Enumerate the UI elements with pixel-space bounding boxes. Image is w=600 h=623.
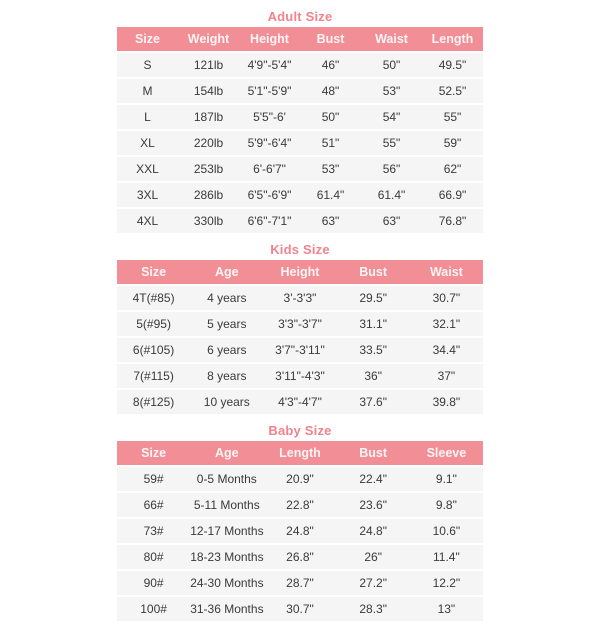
baby-size-table [117, 439, 483, 623]
table-cell: 53" [361, 79, 422, 103]
header-row [117, 260, 483, 284]
table-cell: 26" [337, 545, 410, 569]
table-cell: 63" [300, 209, 361, 233]
table-cell: 3'-3'3" [263, 286, 336, 310]
table-cell: 49.5" [422, 53, 483, 77]
table-cell: 53" [300, 157, 361, 181]
column-header: Age [190, 441, 263, 465]
table-cell: 9.1" [410, 467, 483, 491]
table-cell: 34.4" [410, 338, 483, 362]
table-cell: 52.5" [422, 79, 483, 103]
table-cell: 37.6" [337, 390, 410, 414]
table-cell: 12.2" [410, 571, 483, 595]
table-cell: 27.2" [337, 571, 410, 595]
table-cell: 55" [422, 105, 483, 129]
table-cell: 4'3"-4'7" [263, 390, 336, 414]
column-header: Age [190, 260, 263, 284]
table-row [117, 157, 483, 181]
baby-size-table-head [117, 441, 483, 465]
table-cell: 100# [117, 597, 190, 621]
table-cell: 61.4" [300, 183, 361, 207]
table-cell: 18-23 Months [190, 545, 263, 569]
table-cell: 39.8" [410, 390, 483, 414]
table-cell: 59# [117, 467, 190, 491]
table-cell: 48" [300, 79, 361, 103]
table-cell: 4 years [190, 286, 263, 310]
table-cell: 20.9" [263, 467, 336, 491]
table-cell: 11.4" [410, 545, 483, 569]
table-cell: 3XL [117, 183, 178, 207]
table-cell: 66.9" [422, 183, 483, 207]
table-row [117, 571, 483, 595]
column-header: Waist [410, 260, 483, 284]
size-chart-page [117, 0, 483, 623]
table-cell: 50" [361, 53, 422, 77]
table-cell: 6'5"-6'9" [239, 183, 300, 207]
table-cell: 46" [300, 53, 361, 77]
table-cell: 8 years [190, 364, 263, 388]
table-cell: 10.6" [410, 519, 483, 543]
table-cell: 54" [361, 105, 422, 129]
table-row [117, 519, 483, 543]
table-cell: 12-17 Months [190, 519, 263, 543]
table-cell: 61.4" [361, 183, 422, 207]
table-cell: 24.8" [263, 519, 336, 543]
table-cell: 22.4" [337, 467, 410, 491]
table-row [117, 312, 483, 336]
column-header: Bust [300, 27, 361, 51]
table-row [117, 545, 483, 569]
table-cell: 73# [117, 519, 190, 543]
table-cell: 220lb [178, 131, 239, 155]
table-cell: 330lb [178, 209, 239, 233]
table-cell: 37" [410, 364, 483, 388]
table-cell: 24-30 Months [190, 571, 263, 595]
column-header: Weight [178, 27, 239, 51]
table-cell: 4T(#85) [117, 286, 190, 310]
baby-size-table-body [117, 467, 483, 621]
table-cell: 24.8" [337, 519, 410, 543]
table-row [117, 183, 483, 207]
table-cell: 32.1" [410, 312, 483, 336]
table-row [117, 338, 483, 362]
table-cell: 30.7" [263, 597, 336, 621]
adult-size-table [117, 25, 483, 235]
column-header: Sleeve [410, 441, 483, 465]
table-cell: XXL [117, 157, 178, 181]
table-cell: 28.3" [337, 597, 410, 621]
table-cell: 5 years [190, 312, 263, 336]
kids-size-title: Kids Size [270, 242, 330, 257]
kids-size-table [117, 258, 483, 416]
table-cell: XL [117, 131, 178, 155]
column-header: Length [263, 441, 336, 465]
column-header: Size [117, 260, 190, 284]
table-row [117, 79, 483, 103]
table-cell: 63" [361, 209, 422, 233]
table-cell: 121lb [178, 53, 239, 77]
table-cell: 9.8" [410, 493, 483, 517]
table-cell: 55" [361, 131, 422, 155]
table-cell: 76.8" [422, 209, 483, 233]
table-row [117, 53, 483, 77]
table-cell: 4'9"-5'4" [239, 53, 300, 77]
table-cell: 66# [117, 493, 190, 517]
column-header: Height [239, 27, 300, 51]
table-cell: 36" [337, 364, 410, 388]
table-cell: 5'1"-5'9" [239, 79, 300, 103]
table-cell: 0-5 Months [190, 467, 263, 491]
column-header: Height [263, 260, 336, 284]
column-header: Waist [361, 27, 422, 51]
table-row [117, 209, 483, 233]
adult-size-title: Adult Size [267, 9, 333, 24]
table-row [117, 597, 483, 621]
table-cell: 56" [361, 157, 422, 181]
table-row [117, 390, 483, 414]
table-cell: 31-36 Months [190, 597, 263, 621]
header-row [117, 27, 483, 51]
table-cell: 6(#105) [117, 338, 190, 362]
table-cell: 59" [422, 131, 483, 155]
table-cell: 31.1" [337, 312, 410, 336]
table-row [117, 493, 483, 517]
table-cell: 13" [410, 597, 483, 621]
table-cell: 23.6" [337, 493, 410, 517]
table-cell: 51" [300, 131, 361, 155]
table-cell: 5'9"-6'4" [239, 131, 300, 155]
table-cell: 30.7" [410, 286, 483, 310]
table-cell: 80# [117, 545, 190, 569]
table-cell: S [117, 53, 178, 77]
table-cell: L [117, 105, 178, 129]
table-cell: 154lb [178, 79, 239, 103]
table-row [117, 364, 483, 388]
column-header: Bust [337, 260, 410, 284]
table-cell: M [117, 79, 178, 103]
table-cell: 253lb [178, 157, 239, 181]
table-cell: 22.8" [263, 493, 336, 517]
table-cell: 7(#115) [117, 364, 190, 388]
adult-size-table-body [117, 53, 483, 233]
table-cell: 90# [117, 571, 190, 595]
column-header: Size [117, 441, 190, 465]
column-header: Length [422, 27, 483, 51]
kids-size-table-body [117, 286, 483, 414]
table-cell: 8(#125) [117, 390, 190, 414]
table-cell: 6'-6'7" [239, 157, 300, 181]
baby-size-title: Baby Size [268, 423, 332, 438]
table-cell: 5-11 Months [190, 493, 263, 517]
table-cell: 5'5"-6' [239, 105, 300, 129]
table-cell: 3'3"-3'7" [263, 312, 336, 336]
table-row [117, 286, 483, 310]
table-cell: 5(#95) [117, 312, 190, 336]
table-cell: 3'11"-4'3" [263, 364, 336, 388]
header-row [117, 441, 483, 465]
table-cell: 187lb [178, 105, 239, 129]
table-row [117, 131, 483, 155]
column-header: Size [117, 27, 178, 51]
kids-size-table-head [117, 260, 483, 284]
adult-size-table-head [117, 27, 483, 51]
table-cell: 4XL [117, 209, 178, 233]
table-cell: 29.5" [337, 286, 410, 310]
table-cell: 6'6"-7'1" [239, 209, 300, 233]
table-cell: 28.7" [263, 571, 336, 595]
table-cell: 10 years [190, 390, 263, 414]
table-cell: 26.8" [263, 545, 336, 569]
table-cell: 3'7"-3'11" [263, 338, 336, 362]
table-cell: 33.5" [337, 338, 410, 362]
table-row [117, 467, 483, 491]
table-row [117, 105, 483, 129]
table-cell: 286lb [178, 183, 239, 207]
table-cell: 50" [300, 105, 361, 129]
column-header: Bust [337, 441, 410, 465]
table-cell: 62" [422, 157, 483, 181]
table-cell: 6 years [190, 338, 263, 362]
